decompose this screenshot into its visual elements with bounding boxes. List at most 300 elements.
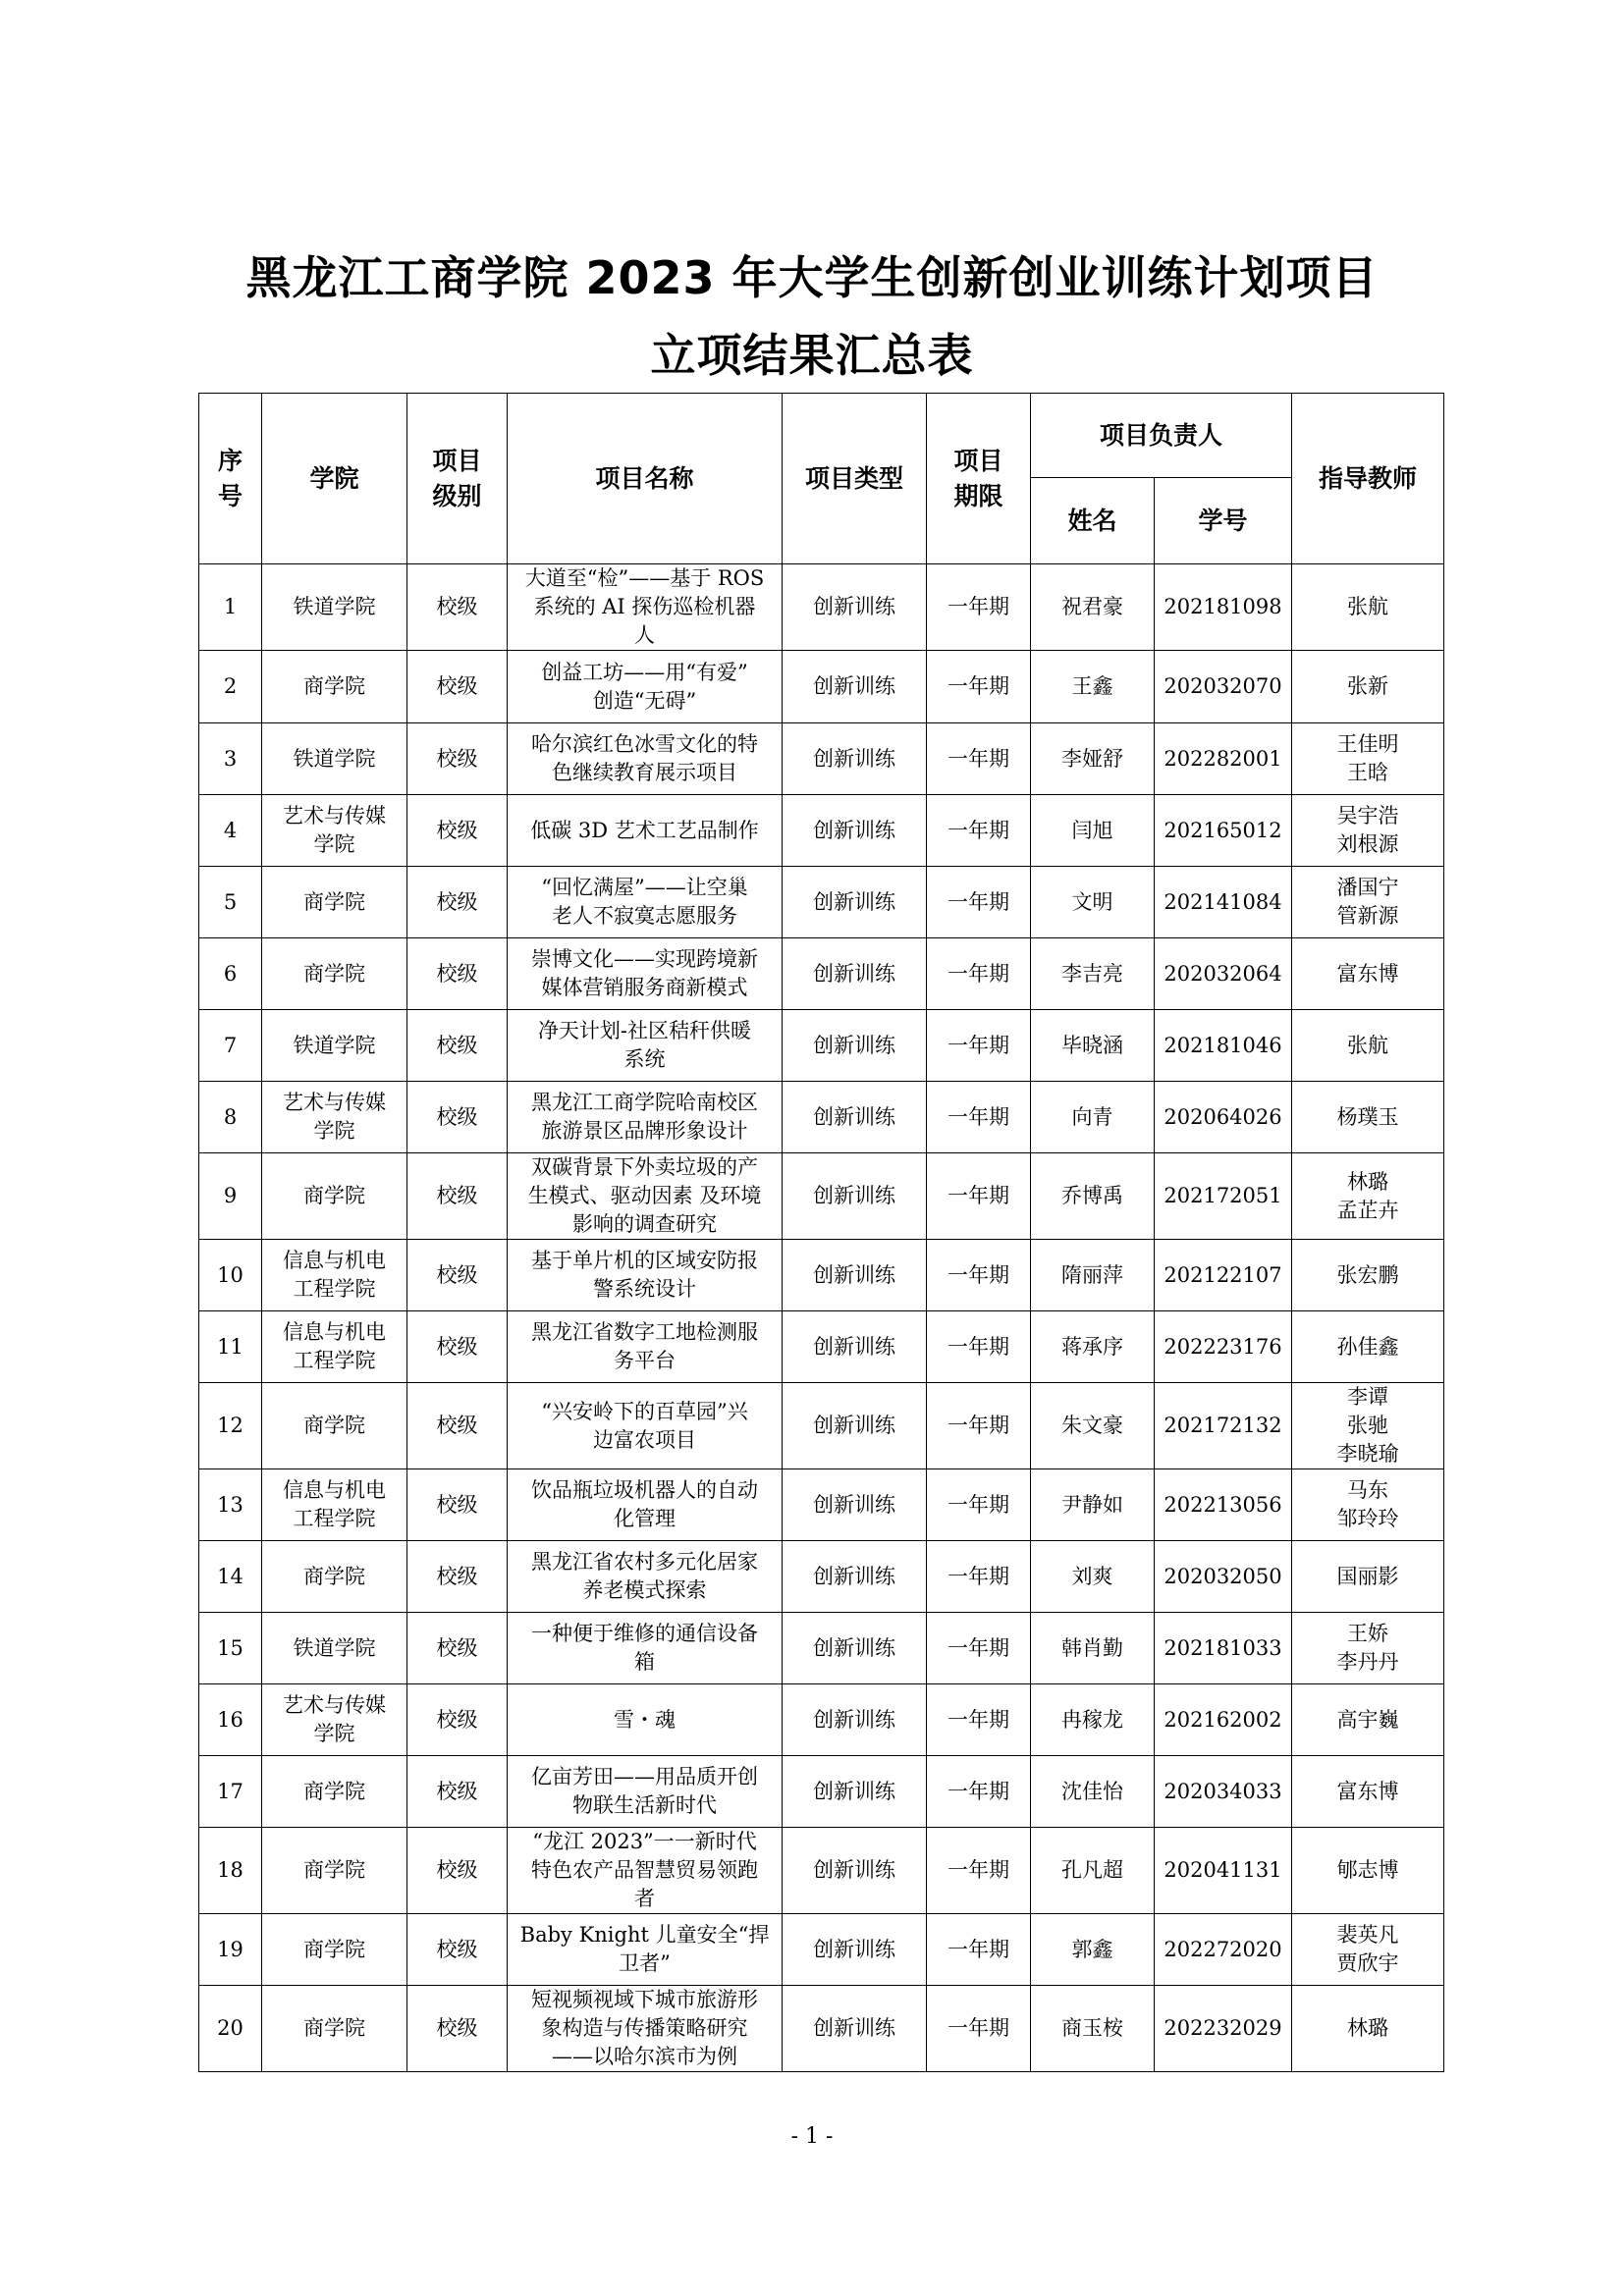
- cell-student-id: 202141084: [1155, 867, 1292, 938]
- cell-advisor-line: 吴宇浩: [1336, 804, 1399, 828]
- cell-advisor-line: 刘根源: [1336, 832, 1399, 856]
- cell-project-name: [508, 1541, 783, 1613]
- cell-advisor: [1292, 723, 1444, 795]
- table-row: [199, 938, 1444, 1010]
- cell-level: 校级: [407, 795, 508, 867]
- cell-advisor: [1292, 1986, 1444, 2072]
- cell-college-line: 商学院: [303, 674, 365, 698]
- cell-project-name-line: 箱: [634, 1650, 655, 1674]
- cell-college-line: 信息与机电: [283, 1249, 386, 1272]
- cell-advisor: [1292, 867, 1444, 938]
- cell-period: 一年期: [927, 1010, 1031, 1082]
- cell-advisor-line: 马东: [1347, 1478, 1389, 1502]
- cell-advisor-line: 孟芷卉: [1336, 1198, 1399, 1222]
- cell-college-line: 信息与机电: [283, 1478, 386, 1502]
- cell-level: 校级: [407, 1010, 508, 1082]
- cell-college-line: 铁道学院: [293, 1635, 376, 1660]
- cell-project-name-line: 黑龙江省数字工地检测服: [531, 1320, 758, 1344]
- cell-college-line: 艺术与传媒: [283, 1693, 386, 1717]
- cell-advisor: [1292, 1828, 1444, 1914]
- cell-advisor-line: 贾欣宇: [1336, 1951, 1399, 1975]
- cell-project-type: 创新训练: [783, 1311, 927, 1383]
- cell-college-line: 商学院: [303, 1564, 365, 1588]
- cell-college: [262, 723, 407, 795]
- cell-college: [262, 1756, 407, 1828]
- cell-advisor: [1292, 1914, 1444, 1986]
- cell-college-line: 学院: [313, 1119, 355, 1143]
- cell-college-line: 铁道学院: [293, 746, 376, 771]
- cell-project-name: [508, 1153, 783, 1240]
- table-row: [199, 795, 1444, 867]
- cell-advisor-line: 杨璞玉: [1336, 1104, 1399, 1129]
- cell-project-name-line: 养老模式探索: [582, 1578, 707, 1602]
- table-row: [199, 651, 1444, 723]
- cell-project-name: [508, 723, 783, 795]
- cell-project-name-line: 者: [634, 1887, 655, 1910]
- cell-advisor-line: 李晓瑜: [1336, 1442, 1399, 1466]
- cell-project-name-line: 哈尔滨红色冰雪文化的特: [531, 732, 758, 756]
- cell-project-name-line: 务平台: [614, 1349, 676, 1372]
- cell-advisor-line: 王晗: [1347, 761, 1389, 784]
- cell-period: 一年期: [927, 867, 1031, 938]
- cell-level: 校级: [407, 1684, 508, 1756]
- cell-project-type: 创新训练: [783, 1240, 927, 1311]
- cell-project-type: 创新训练: [783, 1914, 927, 1986]
- cell-leader-name: 毕晓涵: [1031, 1010, 1155, 1082]
- cell-index: 9: [199, 1153, 262, 1240]
- cell-index: 18: [199, 1828, 262, 1914]
- cell-project-name: [508, 1082, 783, 1153]
- cell-project-type: 创新训练: [783, 1684, 927, 1756]
- cell-project-name-line: 化管理: [614, 1507, 676, 1530]
- cell-project-type: 创新训练: [783, 1828, 927, 1914]
- table-row: [199, 1469, 1444, 1541]
- cell-project-name-line: 崇博文化——实现跨境新: [531, 947, 758, 971]
- cell-project-name: [508, 1469, 783, 1541]
- cell-project-name: [508, 1828, 783, 1914]
- cell-project-type: 创新训练: [783, 1082, 927, 1153]
- cell-project-type: 创新训练: [783, 1756, 927, 1828]
- cell-index: 13: [199, 1469, 262, 1541]
- cell-project-name-line: 黑龙江工商学院哈南校区: [531, 1091, 758, 1114]
- cell-college-line: 商学院: [303, 1858, 365, 1882]
- cell-index: 4: [199, 795, 262, 867]
- cell-level: 校级: [407, 1469, 508, 1541]
- cell-project-name-line: 色继续教育展示项目: [552, 761, 737, 784]
- cell-leader-name: 乔博禹: [1031, 1153, 1155, 1240]
- table-row: [199, 1914, 1444, 1986]
- cell-project-type: 创新训练: [783, 867, 927, 938]
- cell-period: 一年期: [927, 1383, 1031, 1469]
- cell-leader-name: 商玉桉: [1031, 1986, 1155, 2072]
- cell-period: 一年期: [927, 1153, 1031, 1240]
- cell-project-name: [508, 1986, 783, 2072]
- table-row: [199, 1010, 1444, 1082]
- cell-index: 6: [199, 938, 262, 1010]
- cell-advisor: [1292, 1383, 1444, 1469]
- cell-advisor-line: 孙佳鑫: [1336, 1334, 1399, 1359]
- cell-college-line: 艺术与传媒: [283, 1091, 386, 1114]
- cell-advisor-line: 李谭: [1347, 1385, 1389, 1409]
- cell-project-name-line: 媒体营销服务商新模式: [541, 976, 748, 999]
- cell-college: [262, 1914, 407, 1986]
- cell-college: [262, 1311, 407, 1383]
- cell-period: 一年期: [927, 938, 1031, 1010]
- cell-college-line: 学院: [313, 832, 355, 856]
- cell-project-type: 创新训练: [783, 1469, 927, 1541]
- cell-period: 一年期: [927, 1541, 1031, 1613]
- cell-index: 2: [199, 651, 262, 723]
- cell-project-type: 创新训练: [783, 651, 927, 723]
- cell-leader-name: 尹静如: [1031, 1469, 1155, 1541]
- table-row: [199, 1684, 1444, 1756]
- page-number: - 1 -: [790, 2124, 834, 2149]
- header-college: 学院: [262, 394, 407, 564]
- cell-student-id: 202282001: [1155, 723, 1292, 795]
- cell-student-id: 202172051: [1155, 1153, 1292, 1240]
- cell-advisor: [1292, 1311, 1444, 1383]
- cell-leader-name: 祝君豪: [1031, 564, 1155, 651]
- cell-project-name: [508, 564, 783, 651]
- cell-college-line: 信息与机电: [283, 1320, 386, 1344]
- cell-student-id: 202162002: [1155, 1684, 1292, 1756]
- cell-project-name-line: 警系统设计: [593, 1277, 696, 1301]
- cell-project-name-line: 雪・魂: [614, 1707, 676, 1732]
- cell-college-line: 学院: [313, 1722, 355, 1745]
- cell-student-id: 202181046: [1155, 1010, 1292, 1082]
- cell-college: [262, 564, 407, 651]
- cell-leader-name: 闫旭: [1031, 795, 1155, 867]
- cell-advisor-line: 富东博: [1336, 961, 1399, 986]
- cell-period: 一年期: [927, 1082, 1031, 1153]
- cell-index: 3: [199, 723, 262, 795]
- cell-college: [262, 1613, 407, 1684]
- cell-project-name-line: Baby Knight 儿童安全“捍: [519, 1923, 770, 1947]
- cell-period: 一年期: [927, 1684, 1031, 1756]
- cell-advisor: [1292, 1082, 1444, 1153]
- cell-project-name-line: 亿亩芳田——用品质开创: [531, 1765, 758, 1789]
- cell-index: 15: [199, 1613, 262, 1684]
- cell-college: [262, 651, 407, 723]
- cell-level: 校级: [407, 1914, 508, 1986]
- cell-college: [262, 1828, 407, 1914]
- cell-project-name-line: 黑龙江省农村多元化居家: [531, 1550, 758, 1574]
- cell-project-type: 创新训练: [783, 1541, 927, 1613]
- cell-leader-name: 孔凡超: [1031, 1828, 1155, 1914]
- cell-college: [262, 1469, 407, 1541]
- cell-college-line: 商学院: [303, 1937, 365, 1961]
- table-row: [199, 1082, 1444, 1153]
- cell-project-type: 创新训练: [783, 938, 927, 1010]
- cell-period: 一年期: [927, 795, 1031, 867]
- cell-advisor: [1292, 1240, 1444, 1311]
- cell-project-name-line: 人: [634, 623, 655, 647]
- cell-leader-name: 文明: [1031, 867, 1155, 938]
- cell-index: 5: [199, 867, 262, 938]
- cell-college: [262, 1986, 407, 2072]
- cell-project-name-line: 创造“无碍”: [592, 688, 697, 713]
- cell-project-name-line: 低碳 3D 艺术工艺品制作: [530, 818, 759, 842]
- table-row: [199, 723, 1444, 795]
- cell-college-line: 工程学院: [293, 1349, 376, 1372]
- cell-advisor-line: 国丽影: [1336, 1564, 1399, 1588]
- cell-leader-name: 向青: [1031, 1082, 1155, 1153]
- cell-leader-name: 朱文豪: [1031, 1383, 1155, 1469]
- cell-level: 校级: [407, 1828, 508, 1914]
- cell-advisor-line: 张驰: [1347, 1414, 1389, 1437]
- cell-college: [262, 1010, 407, 1082]
- cell-leader-name: 李娅舒: [1031, 723, 1155, 795]
- cell-project-name-line: 系统的 AI 探伤巡检机器: [533, 595, 756, 618]
- cell-project-name-line: 影响的调查研究: [572, 1212, 717, 1236]
- cell-leader-name: 郭鑫: [1031, 1914, 1155, 1986]
- table-row: [199, 1153, 1444, 1240]
- cell-leader-name: 沈佳怡: [1031, 1756, 1155, 1828]
- header-project-name: 项目名称: [508, 394, 783, 564]
- cell-index: 16: [199, 1684, 262, 1756]
- header-project-type: 项目类型: [783, 394, 927, 564]
- cell-college-line: 商学院: [303, 2016, 365, 2040]
- document-subtitle: 立项结果汇总表: [650, 329, 974, 382]
- header-leader-name: 姓名: [1031, 478, 1155, 564]
- cell-project-name-line: 净天计划-社区秸秆供暖: [537, 1019, 752, 1042]
- cell-project-name-line: 旅游景区品牌形象设计: [541, 1119, 748, 1143]
- cell-project-type: 创新训练: [783, 564, 927, 651]
- cell-advisor-line: 张新: [1347, 674, 1389, 698]
- cell-student-id: 202213056: [1155, 1469, 1292, 1541]
- cell-student-id: 202223176: [1155, 1311, 1292, 1383]
- header-period: 项目 期限: [927, 394, 1031, 564]
- header-level: 项目 级别: [407, 394, 508, 564]
- cell-advisor-line: 张宏鹏: [1336, 1262, 1399, 1287]
- cell-project-name: [508, 938, 783, 1010]
- cell-student-id: 202272020: [1155, 1914, 1292, 1986]
- cell-advisor: [1292, 1153, 1444, 1240]
- cell-advisor: [1292, 1613, 1444, 1684]
- cell-period: 一年期: [927, 1469, 1031, 1541]
- cell-project-name: [508, 1613, 783, 1684]
- cell-project-name-line: 饮品瓶垃圾机器人的自动: [531, 1478, 758, 1502]
- cell-student-id: 202181033: [1155, 1613, 1292, 1684]
- cell-project-name-line: 一种便于维修的通信设备: [531, 1622, 758, 1645]
- cell-student-id: 202122107: [1155, 1240, 1292, 1311]
- cell-level: 校级: [407, 1986, 508, 2072]
- cell-college: [262, 1153, 407, 1240]
- cell-project-name-line: “兴安岭下的百草园”兴: [541, 1399, 748, 1423]
- cell-leader-name: 隋丽萍: [1031, 1240, 1155, 1311]
- cell-period: 一年期: [927, 1311, 1031, 1383]
- table-row: [199, 564, 1444, 651]
- table-row: [199, 1311, 1444, 1383]
- cell-index: 8: [199, 1082, 262, 1153]
- cell-project-name: [508, 795, 783, 867]
- cell-advisor-line: 高宇巍: [1336, 1707, 1399, 1732]
- cell-level: 校级: [407, 1613, 508, 1684]
- cell-level: 校级: [407, 1240, 508, 1311]
- table-row: [199, 1613, 1444, 1684]
- cell-period: 一年期: [927, 1240, 1031, 1311]
- cell-index: 12: [199, 1383, 262, 1469]
- document-title: 黑龙江工商学院 2023 年大学生创新创业训练计划项目: [245, 251, 1379, 304]
- cell-index: 20: [199, 1986, 262, 2072]
- cell-advisor: [1292, 1756, 1444, 1828]
- cell-period: 一年期: [927, 1986, 1031, 2072]
- cell-index: 1: [199, 564, 262, 651]
- cell-college: [262, 795, 407, 867]
- cell-student-id: 202064026: [1155, 1082, 1292, 1153]
- cell-college-line: 工程学院: [293, 1507, 376, 1530]
- cell-student-id: 202232029: [1155, 1986, 1292, 2072]
- cell-level: 校级: [407, 1311, 508, 1383]
- cell-college-line: 商学院: [303, 1184, 365, 1207]
- cell-student-id: 202032050: [1155, 1541, 1292, 1613]
- table-row: [199, 1828, 1444, 1914]
- table-row: [199, 1240, 1444, 1311]
- cell-student-id: 202032064: [1155, 938, 1292, 1010]
- cell-level: 校级: [407, 564, 508, 651]
- cell-level: 校级: [407, 1153, 508, 1240]
- cell-advisor-line: 郇志博: [1336, 1858, 1399, 1882]
- cell-level: 校级: [407, 1541, 508, 1613]
- cell-advisor-line: 张航: [1347, 1033, 1389, 1057]
- cell-college: [262, 1383, 407, 1469]
- cell-period: 一年期: [927, 564, 1031, 651]
- cell-advisor-line: 李丹丹: [1336, 1650, 1399, 1674]
- cell-level: 校级: [407, 1383, 508, 1469]
- header-student-id: 学号: [1155, 478, 1292, 564]
- cell-leader-name: 冉稼龙: [1031, 1684, 1155, 1756]
- cell-index: 11: [199, 1311, 262, 1383]
- cell-project-name-line: 双碳背景下外卖垃圾的产: [531, 1155, 758, 1179]
- cell-student-id: 202032070: [1155, 651, 1292, 723]
- cell-project-type: 创新训练: [783, 1613, 927, 1684]
- cell-advisor: [1292, 651, 1444, 723]
- cell-advisor: [1292, 1010, 1444, 1082]
- cell-college: [262, 867, 407, 938]
- cell-college: [262, 1240, 407, 1311]
- cell-advisor-line: 林璐: [1347, 1169, 1389, 1194]
- cell-period: 一年期: [927, 1828, 1031, 1914]
- cell-project-name-line: 老人不寂寞志愿服务: [552, 904, 737, 928]
- cell-project-type: 创新训练: [783, 795, 927, 867]
- cell-project-name: [508, 1311, 783, 1383]
- cell-project-name-line: 象构造与传播策略研究: [541, 2016, 748, 2040]
- cell-college-line: 铁道学院: [293, 595, 376, 618]
- cell-project-name: [508, 1010, 783, 1082]
- cell-leader-name: 蒋承序: [1031, 1311, 1155, 1383]
- header-advisor: 指导教师: [1292, 394, 1444, 564]
- cell-advisor-line: 裴英凡: [1336, 1923, 1399, 1947]
- cell-level: 校级: [407, 1082, 508, 1153]
- table-row: [199, 867, 1444, 938]
- cell-college-line: 商学院: [303, 889, 365, 914]
- cell-advisor: [1292, 938, 1444, 1010]
- cell-leader-name: 刘爽: [1031, 1541, 1155, 1613]
- cell-leader-name: 王鑫: [1031, 651, 1155, 723]
- cell-college-line: 工程学院: [293, 1277, 376, 1301]
- cell-period: 一年期: [927, 723, 1031, 795]
- cell-student-id: 202041131: [1155, 1828, 1292, 1914]
- project-table: [198, 393, 1444, 2072]
- cell-project-name-line: ——以哈尔滨市为例: [552, 2045, 737, 2068]
- cell-project-name-line: 边富农项目: [593, 1427, 696, 1452]
- cell-index: 19: [199, 1914, 262, 1986]
- cell-project-name-line: 创益工坊——用“有爱”: [541, 660, 748, 684]
- cell-advisor-line: 富东博: [1336, 1779, 1399, 1803]
- cell-advisor: [1292, 1684, 1444, 1756]
- cell-project-name: [508, 1756, 783, 1828]
- cell-period: 一年期: [927, 1613, 1031, 1684]
- table-row: [199, 1383, 1444, 1469]
- cell-index: 10: [199, 1240, 262, 1311]
- cell-student-id: 202172132: [1155, 1383, 1292, 1469]
- cell-advisor: [1292, 564, 1444, 651]
- cell-project-name-line: 特色农产品智慧贸易领跑: [531, 1858, 758, 1882]
- cell-college-line: 商学院: [303, 1779, 365, 1803]
- cell-student-id: 202034033: [1155, 1756, 1292, 1828]
- table-body: [199, 564, 1444, 2072]
- cell-project-name-line: 系统: [623, 1047, 666, 1071]
- cell-index: 17: [199, 1756, 262, 1828]
- cell-advisor-line: 王娇: [1347, 1622, 1389, 1645]
- cell-college: [262, 938, 407, 1010]
- cell-project-name: [508, 1240, 783, 1311]
- cell-college: [262, 1082, 407, 1153]
- cell-project-type: 创新训练: [783, 723, 927, 795]
- cell-advisor: [1292, 795, 1444, 867]
- table-row: [199, 1986, 1444, 2072]
- cell-college: [262, 1684, 407, 1756]
- cell-college: [262, 1541, 407, 1613]
- cell-level: 校级: [407, 938, 508, 1010]
- cell-period: 一年期: [927, 1914, 1031, 1986]
- cell-level: 校级: [407, 651, 508, 723]
- cell-project-type: 创新训练: [783, 1010, 927, 1082]
- cell-index: 7: [199, 1010, 262, 1082]
- cell-period: 一年期: [927, 1756, 1031, 1828]
- cell-advisor-line: 管新源: [1336, 904, 1399, 928]
- cell-advisor-line: 张航: [1347, 595, 1389, 618]
- cell-project-name-line: 物联生活新时代: [572, 1793, 717, 1817]
- cell-level: 校级: [407, 1756, 508, 1828]
- cell-college-line: 艺术与传媒: [283, 804, 386, 828]
- cell-college-line: 商学院: [303, 961, 365, 986]
- cell-leader-name: 韩肖勤: [1031, 1613, 1155, 1684]
- cell-project-type: 创新训练: [783, 1153, 927, 1240]
- cell-project-name-line: “龙江 2023”一一新时代: [532, 1830, 757, 1853]
- table-row: [199, 1541, 1444, 1613]
- cell-leader-name: 李吉亮: [1031, 938, 1155, 1010]
- cell-student-id: 202181098: [1155, 564, 1292, 651]
- cell-student-id: 202165012: [1155, 795, 1292, 867]
- cell-project-name: [508, 1914, 783, 1986]
- cell-advisor-line: 王佳明: [1336, 732, 1399, 756]
- cell-index: 14: [199, 1541, 262, 1613]
- header-leader-group: 项目负责人: [1031, 394, 1292, 478]
- cell-project-name: [508, 1383, 783, 1469]
- cell-level: 校级: [407, 867, 508, 938]
- header-index: 序 号: [199, 394, 262, 564]
- cell-project-name: [508, 1684, 783, 1756]
- cell-advisor: [1292, 1469, 1444, 1541]
- table-row: [199, 1756, 1444, 1828]
- cell-project-name-line: 大道至“检”——基于 ROS: [524, 566, 765, 590]
- cell-advisor-line: 邹玲玲: [1336, 1507, 1399, 1530]
- cell-project-name-line: 短视频视域下城市旅游形: [531, 1988, 758, 2011]
- cell-project-type: 创新训练: [783, 1986, 927, 2072]
- cell-project-name-line: 卫者”: [619, 1951, 671, 1975]
- cell-advisor-line: 林璐: [1347, 2016, 1389, 2040]
